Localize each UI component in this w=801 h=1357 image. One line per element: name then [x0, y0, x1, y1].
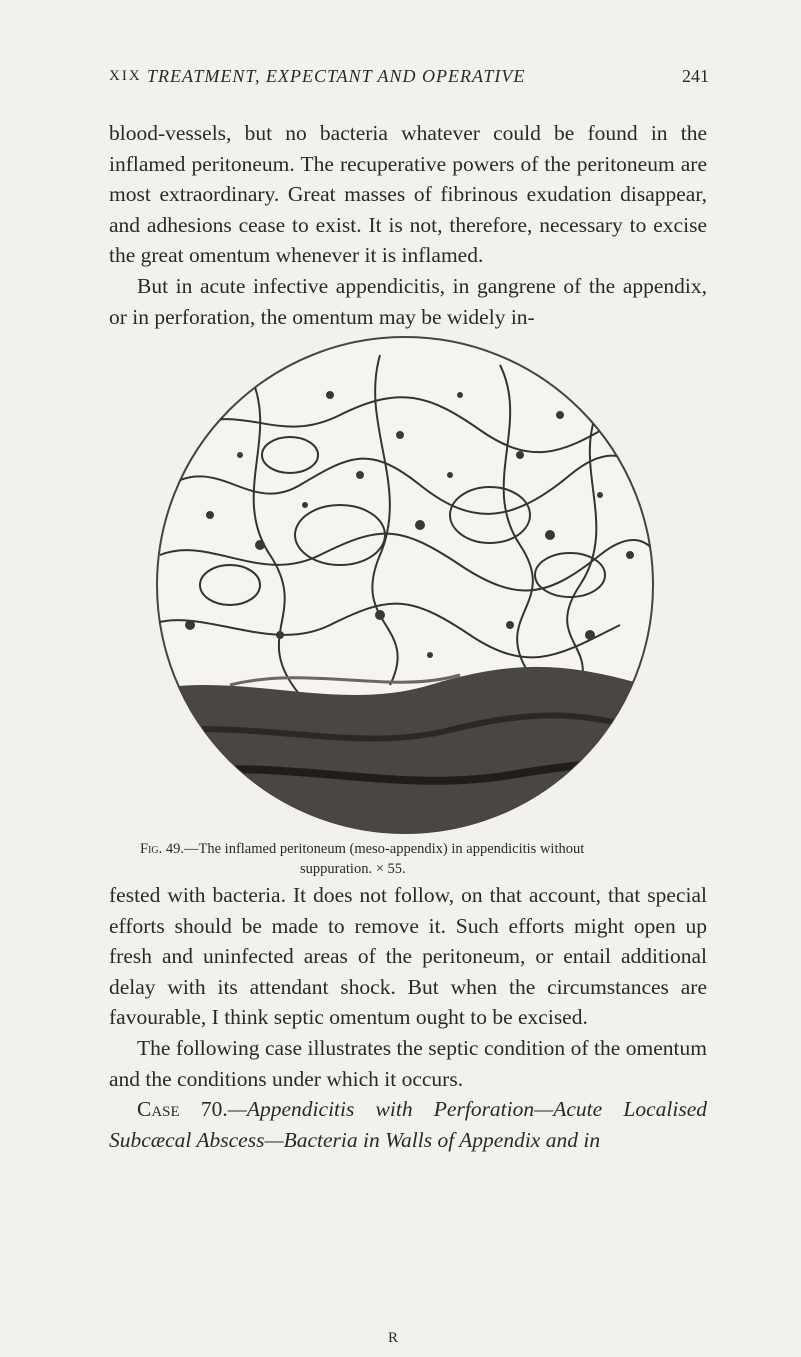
paragraph-bottom-2: The following case illustrates the septic condition of the omentum and the conditions under which it occurs.: [109, 1036, 707, 1091]
running-title: TREATMENT, EXPECTANT AND OPERATIVE: [147, 66, 526, 86]
paragraph-top-1: blood-vessels, but no bacteria whatever could be found in the inflamed peritoneum. The recuperative powers of the peritoneum are most extraordinary. Great masses of fibrinous exudation disappear, and adhesions cease to exist. It is not, therefore, necessary to excise the great omentum whenever it is inflamed.: [109, 121, 707, 267]
case-title: —Appendicitis with Perforation—Acute Localised Subcæcal Abscess—Bacteria in Walls of Appendix and in: [109, 1097, 707, 1152]
caption-line-2: suppuration. × 55.: [300, 861, 406, 877]
case-label: Case 70.: [137, 1097, 228, 1121]
microscope-figure: [130, 335, 680, 835]
figure-label: Fig. 49.: [140, 841, 184, 857]
figure-caption: [140, 839, 700, 879]
signature-mark: R: [388, 1330, 399, 1346]
page-number: 241: [682, 66, 709, 86]
paragraph-top-2: But in acute infective appendicitis, in gangrene of the appendix, or in perforation, the omentum may be widely in-: [109, 274, 707, 329]
chapter-number: XIX: [109, 68, 142, 84]
case-heading: [109, 1094, 707, 1155]
caption-line-1: —The inflamed peritoneum (meso-appendix) in appendicitis without: [184, 841, 585, 857]
running-header: [109, 66, 709, 92]
paragraph-bottom-1: fested with bacteria. It does not follow, on that account, that special efforts should be made to remove it. Such efforts might open up fresh and uninfected areas of the peritoneum, or entail additional delay with its attendant shock. But when the circumstances are favourable, I think septic omentum ought to be excised.: [109, 883, 707, 1029]
